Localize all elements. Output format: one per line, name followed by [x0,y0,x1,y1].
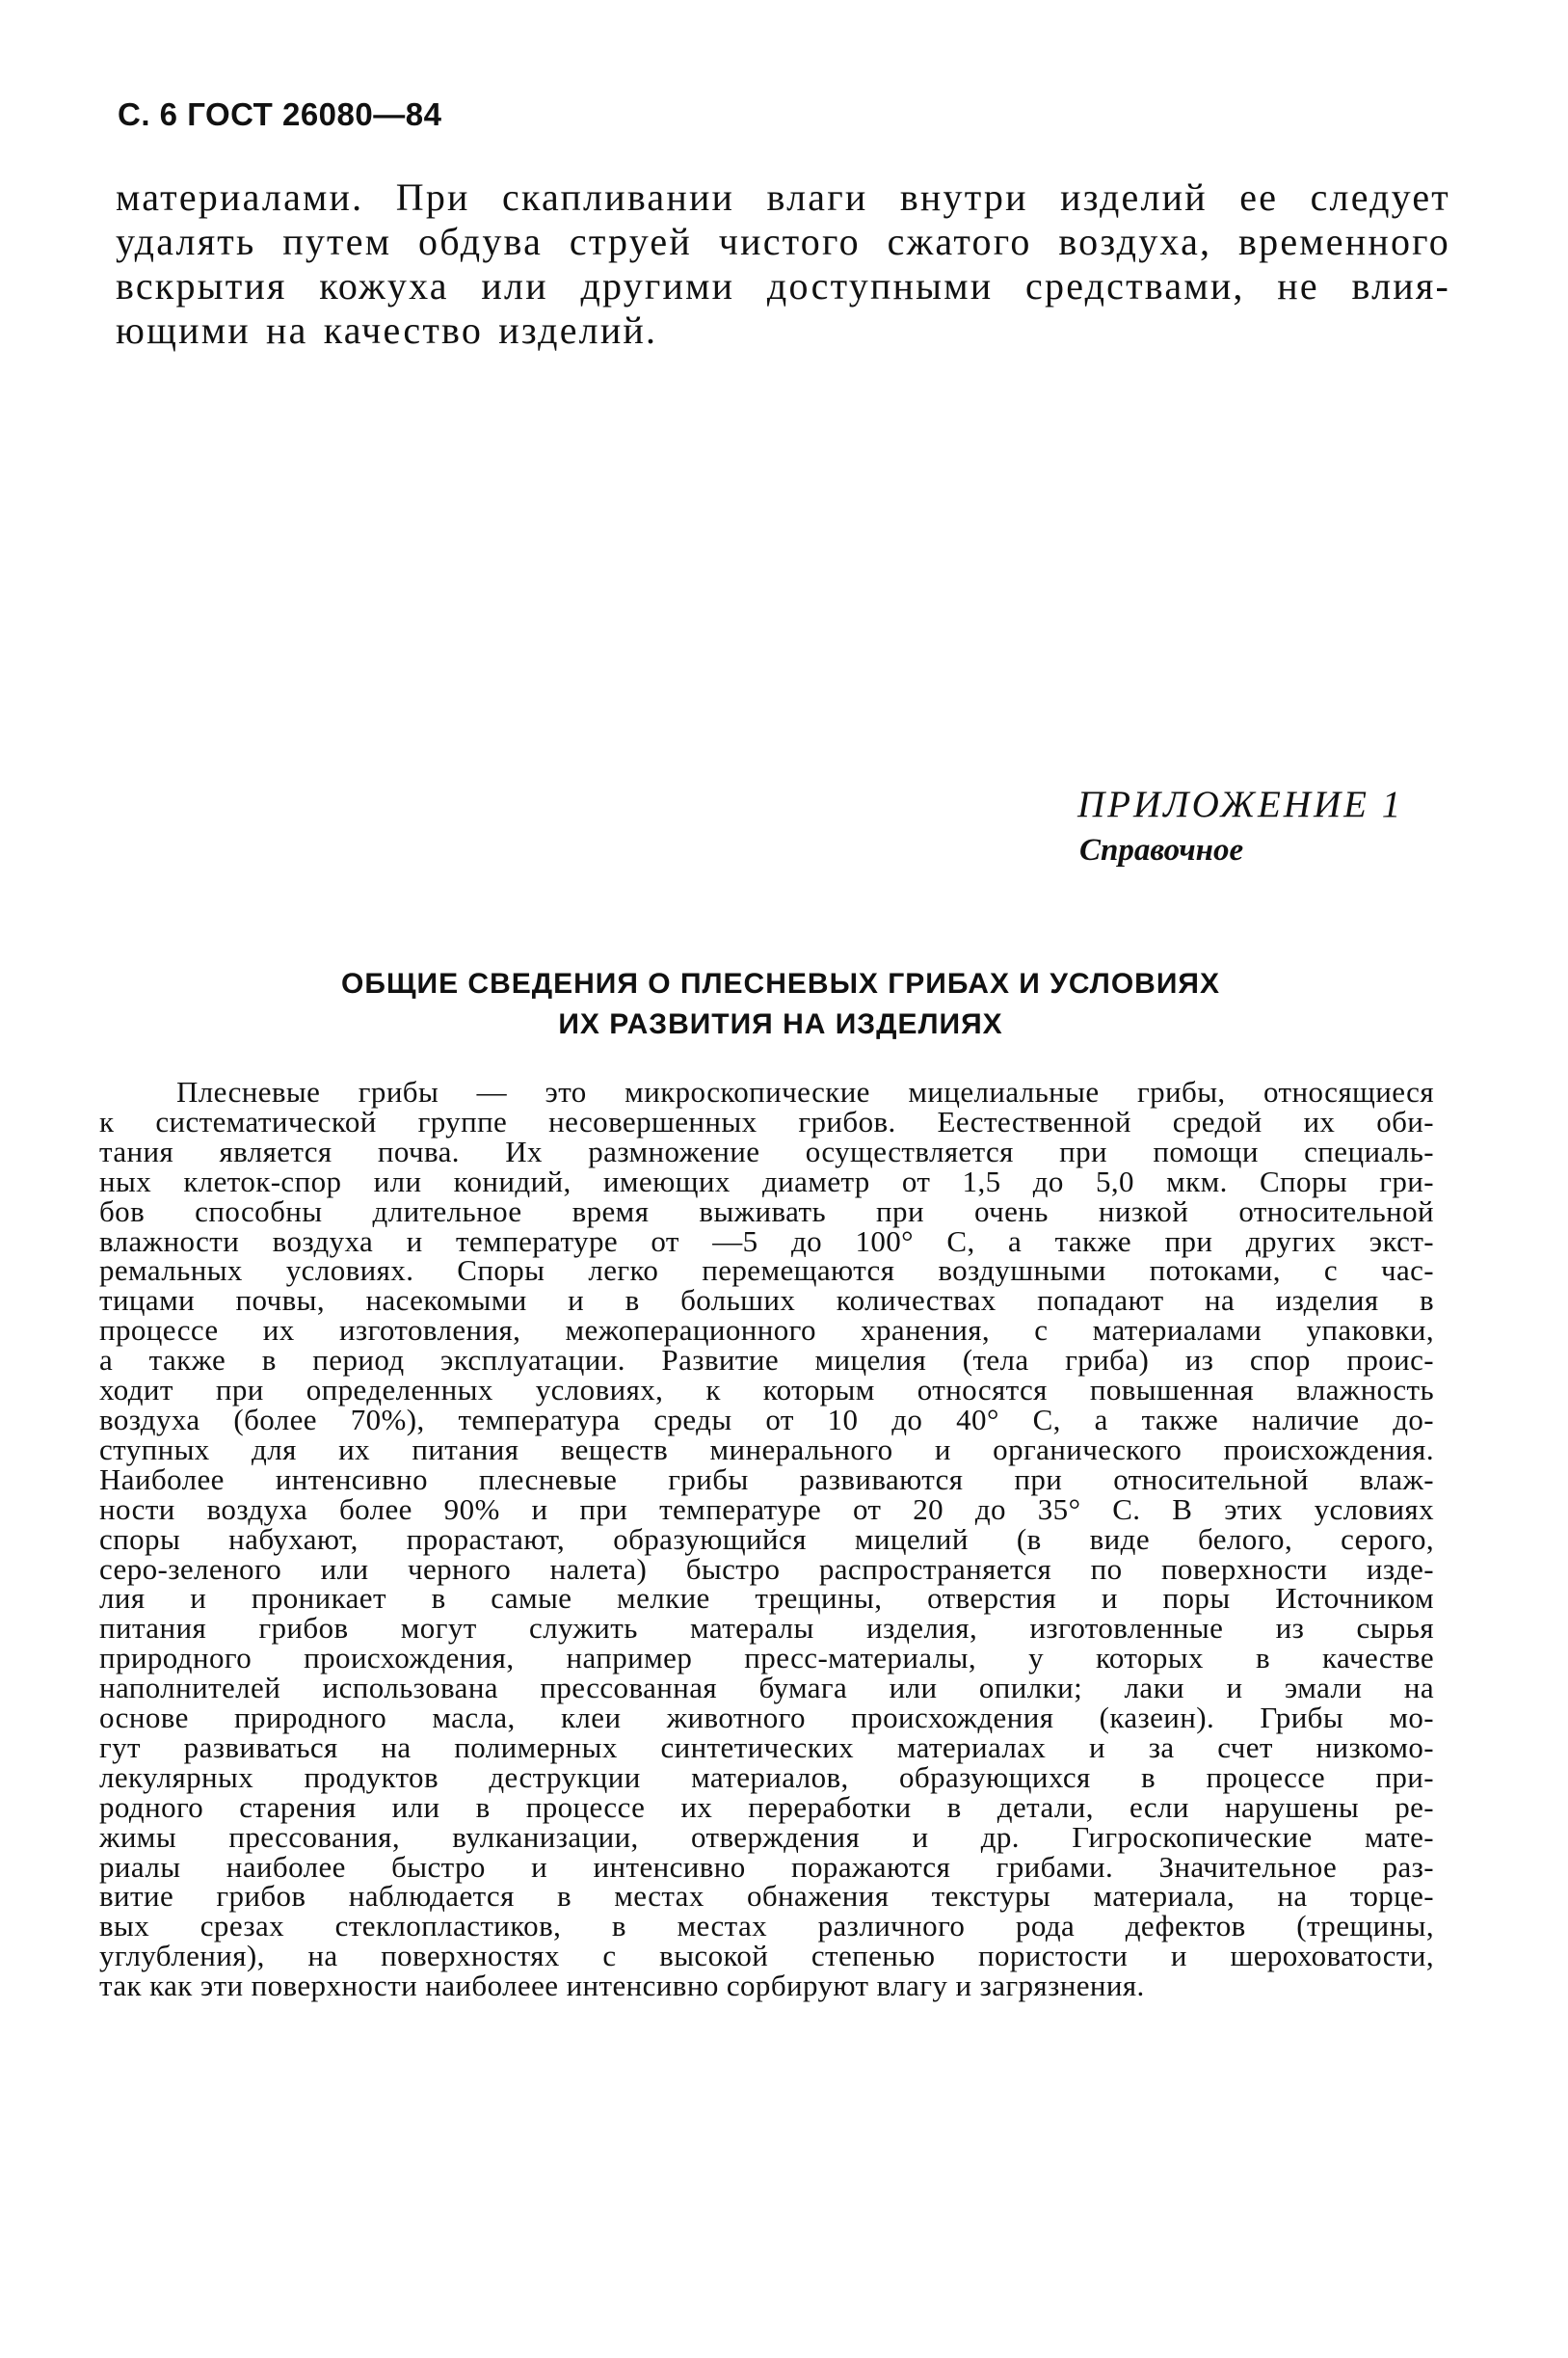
body-line: ремальных условиях. Споры легко перемещаются воздушными потоками, с час- [99,1253,1434,1288]
body-line: питания грибов могут служить матералы изделия, изготовленные из сырья [99,1611,1434,1646]
page-header: С. 6 ГОСТ 26080—84 [118,96,442,132]
body-line: серо-зеленого или черного налета) быстро распространяется по поверхности изде- [99,1551,1434,1586]
body-line: жимы прессования, вулканизации, отверждения и др. Гигроскопические мате- [99,1819,1434,1854]
appendix-note: Справочное [1079,833,1244,868]
body-line: тицами почвы, насекомыми и в больших количествах попадают на изделия в [99,1283,1434,1318]
body-line: природного происхождения, например пресс-материалы, у которых в качестве [99,1641,1434,1675]
body-line: бов способны длительное время выживать при очень низкой относительной [99,1193,1434,1228]
body-line: процессе их изготовления, межоперационного хранения, с материалами упаковки, [99,1313,1434,1348]
body-line: Наиболее интенсивно плесневые грибы развиваются при относительной влаж- [99,1461,1434,1496]
appendix-title: ПРИЛОЖЕНИЕ 1 [1077,784,1404,825]
body-line: а также в период эксплуатации. Развитие мицелия (тела гриба) из спор проис- [99,1343,1434,1378]
body-line: основе природного масла, клеи животного происхождения (казеин). Грибы мо- [99,1701,1434,1735]
body-line: лекулярных продуктов деструкции материалов, образующихся в процессе при- [99,1759,1434,1794]
section-body [99,1075,1434,2003]
body-line: родного старения или в процессе их переработки в детали, если нарушены ре- [99,1789,1434,1824]
body-line: воздуха (более 70%), температура среды от 10 до 40° С, а также наличие до- [99,1402,1434,1436]
body-line: ности воздуха более 90% и при температуре от 20 до 35° С. В этих условиях [99,1491,1434,1526]
body-line: тания является почва. Их размножение осуществляется при помощи специаль- [99,1134,1434,1168]
body-line: Плесневые грибы — это микроскопические мицелиальные грибы, относящиеся [176,1075,1434,1109]
body-line: ступных для их питания веществ минерального и органического происхождения. [99,1432,1434,1466]
body-line: витие грибов наблюдается в местах обнажения текстуры материала, на торце- [99,1879,1434,1914]
intro-paragraph [116,175,1450,353]
body-line: к систематической группе несовершенных грибов. Еестественной средой их оби- [99,1104,1434,1139]
intro-line: вскрытия кожуха или другими доступными средствами, не влия- [116,264,1450,308]
intro-line: ющими на качество изделий. [116,308,658,352]
body-line: риалы наиболее быстро и интенсивно поражаются грибами. Значительное раз- [99,1849,1434,1884]
section-heading-line: ИХ РАЗВИТИЯ НА ИЗДЕЛИЯХ [558,1008,1003,1040]
body-line: углубления), на поверхностях с высокой степенью пористости и шероховатости, [99,1939,1434,1973]
body-line: лия и проникает в самые мелкие трещины, отверстия и поры Источником [99,1581,1434,1616]
body-line: вых срезах стеклопластиков, в местах различного рода дефектов (трещины, [99,1909,1434,1943]
intro-line: удалять путем обдува струей чистого сжатого воздуха, временного [116,220,1450,263]
body-line: ных клеток-спор или конидий, имеющих диаметр от 1,5 до 5,0 мкм. Споры гри- [99,1164,1434,1198]
body-line: споры набухают, прорастают, образующийся мицелий (в виде белого, серого, [99,1521,1434,1556]
section-heading [154,964,1407,1045]
section-heading-line: ОБЩИЕ СВЕДЕНИЯ О ПЛЕСНЕВЫХ ГРИБАХ И УСЛОВИЯХ [341,968,1220,1000]
body-line: наполнителей использована прессованная бумага или опилки; лаки и эмали на [99,1671,1434,1705]
body-line: так как эти поверхности наиболеее интенсивно сорбируют влагу и загрязнения. [99,1969,1145,2003]
intro-line: материалами. При скапливании влаги внутри изделий ее следует [116,175,1450,219]
body-line: влажности воздуха и температуре от —5 до 100° С, а также при других экст- [99,1223,1434,1258]
body-line: ходит при определенных условиях, к которым относятся повышенная влажность [99,1373,1434,1407]
body-line: гут развиваться на полимерных синтетических материалах и за счет низкомо- [99,1729,1434,1764]
